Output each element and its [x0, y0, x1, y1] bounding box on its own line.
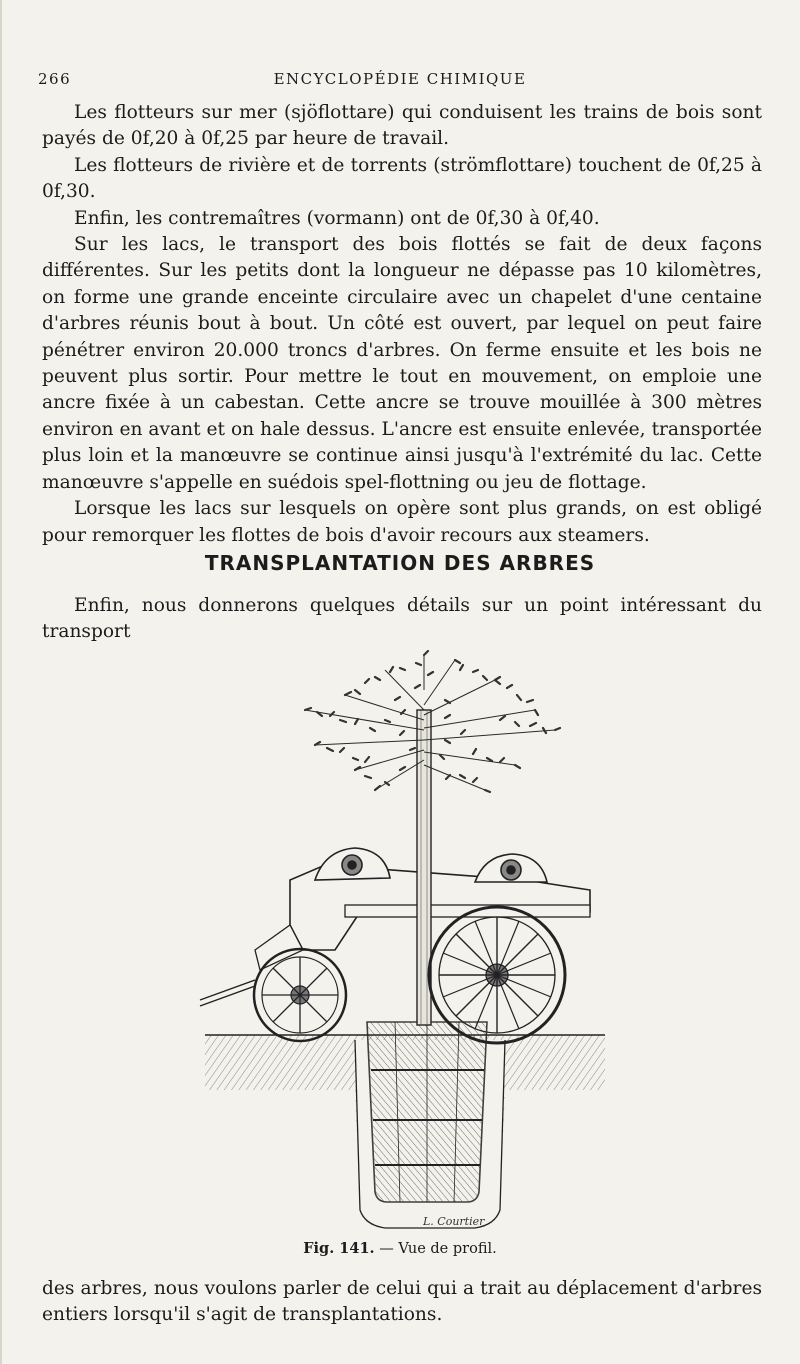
paragraph: Enfin, nous donnerons quelques détails sur un point intéressant du transport — [42, 595, 762, 643]
paragraph: Lorsque les lacs sur lesquels on opère sont plus grands, on est obligé pour remorquer les flottes de bois d'avoir recours aux steamers. — [42, 498, 762, 546]
text-block-section-end — [42, 1276, 762, 1329]
tree-transplanter-illustration — [195, 650, 605, 1235]
paragraph: Les flotteurs sur mer (sjöflottare) qui conduisent les trains de bois sont payés de 0f,20 à 0f,25 par heure de travail. — [42, 102, 762, 150]
figure-caption-text: — Vue de profil. — [379, 1241, 497, 1257]
tree-foliage — [305, 651, 560, 792]
front-wheel — [254, 949, 346, 1041]
figure-label: Fig. 141. — [303, 1240, 375, 1257]
running-title: ENCYCLOPÉDIE CHIMIQUE — [273, 70, 527, 88]
running-header — [38, 70, 762, 94]
carriage-frame — [200, 865, 590, 1006]
paragraph: Sur les lacs, le transport des bois flottés se fait de deux façons différentes. Sur les petits dont la longueur ne dépasse pas 10 kilomètres, on forme une grande enceinte circulaire avec un chapelet d'une centaine d'arbres réunis bout à bout. Un côté est ouvert, par lequel on peut faire pénétrer environ 20.000 troncs d'arbres. On ferme ensuite et les bois ne peuvent plus sortir. Pour mettre le tout en mouvement, on emploie une ancre fixée à un cabestan. Cette ancre se trouve mouillée à 300 mètres environ en avant et on hale dessus. L'ancre est ensuite enlevée, transportée plus loin et la manœuvre se continue ainsi jusqu'à l'extrémité du lac. Cette manœuvre s'appelle en suédois spel-flottning ou jeu de flottage. — [42, 234, 762, 493]
paragraph: Les flotteurs de rivière et de torrents (strömflottare) touchent de 0f,25 à 0f,30. — [42, 154, 762, 203]
section-heading: TRANSPLANTATION DES ARBRES — [204, 551, 596, 575]
winch-right — [475, 854, 547, 882]
figure-tree-transplanter — [195, 650, 605, 1235]
artist-signature: L. Courtier — [423, 1215, 485, 1228]
text-block-flottage — [42, 100, 762, 549]
winch-left — [315, 848, 390, 880]
figure-caption — [0, 1240, 800, 1257]
page-edge-left — [0, 0, 2, 1364]
rear-wheel — [429, 907, 565, 1043]
paragraph: Enfin, les contremaîtres (vormann) ont de 0f,30 à 0f,40. — [74, 207, 600, 229]
text-block-section-start — [42, 593, 762, 646]
paragraph: des arbres, nous voulons parler de celui qui a trait au déplacement d'arbres entiers lorsqu'il s'agit de transplantations. — [42, 1278, 762, 1326]
tree-tub — [367, 1022, 487, 1202]
page-number: 266 — [38, 70, 72, 88]
